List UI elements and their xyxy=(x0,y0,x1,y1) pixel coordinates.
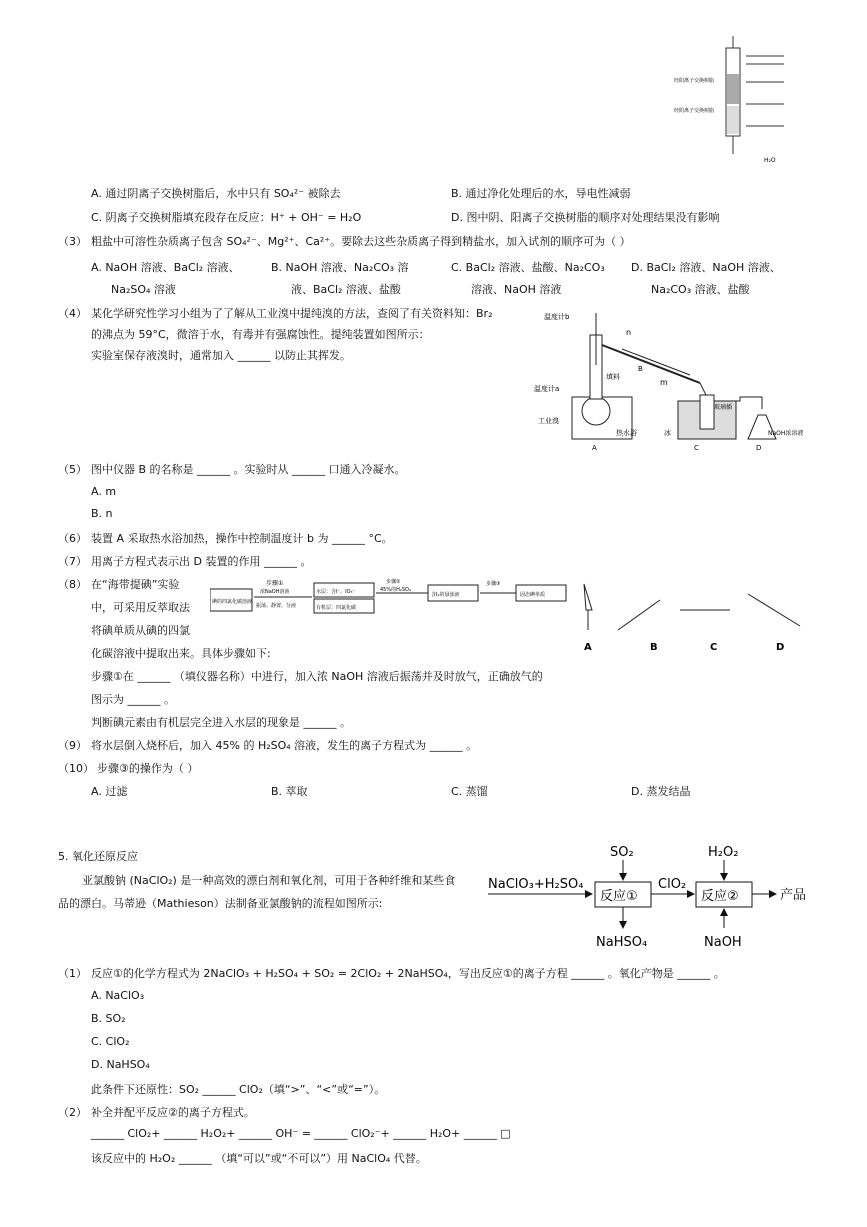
q3-option-d-line1: D. BaCl₂ 溶液、NaOH 溶液、 xyxy=(631,261,781,274)
q9-stem: 将水层倒入烧杯后，加入 45% 的 H₂SO₄ 溶液，发生的离子方程式为 ______ 。 xyxy=(91,739,478,752)
q3-option-b[interactable] xyxy=(271,257,409,301)
q10-number: （10） xyxy=(58,762,94,775)
q8-line1: 在“海带提碘”实验 xyxy=(91,578,180,591)
label-thermometer-a: 温度计a xyxy=(534,385,560,393)
flow-input-reagents: NaClO₃+H₂SO₄ xyxy=(488,877,584,892)
flow-so2: SO₂ xyxy=(610,845,634,860)
q8-line7: 判断碘元素由有机层完全进入水层的现象是 ______ 。 xyxy=(91,716,351,729)
q6-number: （6） xyxy=(58,532,87,545)
ion-exchange-figure xyxy=(672,34,792,170)
s2-tail: 该反应中的 H₂O₂ ______ （填“可以”或“不可以”）用 NaClO₄ 代替。 xyxy=(91,1152,427,1165)
s2-stem: 补全并配平反应②的离子方程式。 xyxy=(91,1106,255,1119)
section5-title: 5. 氧化还原反应 xyxy=(58,850,138,863)
flow-box-iodine-ccl4: 碘的四氯化碳溶液 xyxy=(212,599,253,605)
separatory-funnel-figures xyxy=(570,570,820,656)
flow-step1-reagent: 浓NaOH溶液 xyxy=(260,589,290,595)
s2-number: （2） xyxy=(58,1106,87,1119)
q2-option-a[interactable]: A. 通过阴离子交换树脂后，水中只有 SO₄²⁻ 被除去 xyxy=(91,187,341,200)
q8-line2: 中，可采用反萃取法 xyxy=(91,601,190,614)
funnel-label-b: B xyxy=(650,642,658,653)
q8-line3: 将碘单质从碘的四氯 xyxy=(91,624,190,637)
flow-box-organic-layer: 有机层：四氯化碳 xyxy=(316,605,357,611)
flow-reaction2: 反应② xyxy=(701,889,739,904)
q5-number: （5） xyxy=(58,463,87,476)
flow-clo2: ClO₂ xyxy=(658,877,687,892)
q8-number: （8） xyxy=(58,578,87,591)
flow-step1: 步骤① xyxy=(266,580,284,587)
flow-naoh: NaOH xyxy=(704,935,742,950)
q10-stem: 步骤③的操作为（ ） xyxy=(97,762,199,775)
q2-option-c[interactable]: C. 阴离子交换树脂填充段存在反应：H⁺ + OH⁻ = H₂O xyxy=(91,211,362,224)
q3-number: （3） xyxy=(58,235,87,248)
q10-option-c[interactable]: C. 蒸馏 xyxy=(451,785,488,798)
q3-option-a[interactable] xyxy=(91,257,240,301)
q4-number: （4） xyxy=(58,307,87,320)
s1-option-a[interactable]: A. NaClO₃ xyxy=(91,989,145,1002)
s1-tail: 此条件下还原性：SO₂ ______ ClO₂（填“>”、“<”或“=”）。 xyxy=(91,1083,386,1096)
s1-stem: 反应①的化学方程式为 2NaClO₃ + H₂SO₄ + SO₂ = 2ClO₂ + 2NaHSO₄，写出反应①的离子方程 ______ 。氧化产物是 ______ 。 xyxy=(91,967,725,980)
label-industrial-bromine: 工业溴 xyxy=(538,417,559,425)
flow-box-water-layer: 水层：含I⁻、IO₃⁻ xyxy=(316,589,356,595)
q8-line5: 步骤①在 ______ （填仪器名称）中进行，加入浓 NaOH 溶液后振荡并及时放气，正确放气的 xyxy=(91,670,543,683)
flow-step2-reagent: 45%的H₂SO₄ xyxy=(380,587,411,593)
label-n: n xyxy=(626,328,632,337)
q8-line4: 化碳溶液中提取出来。具体步骤如下: xyxy=(91,647,271,660)
q3-option-c-line1: C. BaCl₂ 溶液、盐酸、Na₂CO₃ xyxy=(451,261,605,274)
s1-option-b[interactable]: B. SO₂ xyxy=(91,1012,126,1025)
section5-para2: 品的漂白。马蒂逊（Mathieson）法制备亚氯酸钠的流程如图所示: xyxy=(58,897,383,910)
flow-step3: 步骤③ xyxy=(486,581,501,587)
q5-option-a[interactable]: A. m xyxy=(91,485,117,498)
q6-stem: 装置 A 采取热水浴加热，操作中控制温度计 b 为 ______ °C。 xyxy=(91,532,393,545)
flow-reaction1: 反应① xyxy=(600,889,638,904)
label-glass: 玻璃插 xyxy=(714,404,733,411)
q7-stem: 用离子方程式表示出 D 装置的作用 ______ 。 xyxy=(91,555,312,568)
label-ice: 冰 xyxy=(664,429,671,437)
funnel-label-d: D xyxy=(776,642,785,653)
q4-line2: 的沸点为 59°C，微溶于水，有毒并有强腐蚀性。提纯装置如图所示： xyxy=(91,328,430,341)
q2-option-d[interactable]: D. 图中阴、阳离子交换树脂的顺序对处理结果没有影响 xyxy=(451,211,720,224)
q4-line3: 实验室保存液溴时，通常加入 ______ 以防止其挥发。 xyxy=(91,349,351,362)
s1-number: （1） xyxy=(58,967,87,980)
flow-h2o2: H₂O₂ xyxy=(708,845,739,860)
q3-option-d[interactable] xyxy=(631,257,781,301)
label-B: B xyxy=(638,365,643,373)
figure-label-water: H₂O xyxy=(764,157,776,164)
q3-option-d-line2: Na₂CO₃ 溶液、盐酸 xyxy=(651,283,750,296)
label-packing: 填料 xyxy=(606,373,620,381)
q7-number: （7） xyxy=(58,555,87,568)
q3-option-a-line2: Na₂SO₄ 溶液 xyxy=(111,283,176,296)
funnel-label-c: C xyxy=(710,642,718,653)
label-m: m xyxy=(660,378,668,387)
q3-stem: 粗盐中可溶性杂质离子包含 SO₄²⁻、Mg²⁺、Ca²⁺。要除去这些杂质离子得到精盐水，加入试剂的顺序可为（ ） xyxy=(91,235,631,248)
q5-stem: 图中仪器 B 的名称是 ______ 。实验时从 ______ 口通入冷凝水。 xyxy=(91,463,406,476)
q3-option-a-line1: A. NaOH 溶液、BaCl₂ 溶液、 xyxy=(91,261,240,274)
q3-option-b-line1: B. NaOH 溶液、Na₂CO₃ 溶 xyxy=(271,261,409,274)
q8-line6: 图示为 ______ 。 xyxy=(91,693,175,706)
figure-label-anion: 经阴离子交换树脂 xyxy=(674,108,715,114)
q10-option-b[interactable]: B. 萃取 xyxy=(271,785,308,798)
q3-option-b-line2: 液、BaCl₂ 溶液、盐酸 xyxy=(291,283,401,296)
q3-option-c-line2: 溶液、NaOH 溶液 xyxy=(471,283,562,296)
label-thermometer-b: 温度计b xyxy=(544,313,570,321)
flow-step2: 步骤② xyxy=(386,579,401,585)
label-C: C xyxy=(694,444,699,452)
iodine-extraction-flowchart xyxy=(210,577,570,619)
q2-option-b[interactable]: B. 通过净化处理后的水，导电性减弱 xyxy=(451,187,631,200)
figure-label-cation: 经阳离子交换树脂 xyxy=(674,78,715,84)
q4-line1: 某化学研究性学习小组为了了解从工业溴中提纯溴的方法，查阅了有关资料知：Br₂ xyxy=(91,307,493,320)
s2-equation: ______ ClO₂+ ______ H₂O₂+ ______ OH⁻ = ______ ClO₂⁻+ ______ H₂O+ ______ □ xyxy=(91,1127,511,1140)
q3-option-c[interactable] xyxy=(451,257,605,301)
q9-number: （9） xyxy=(58,739,87,752)
flow-box-solid-iodine: 固态碘单质 xyxy=(520,592,546,598)
label-hot-water-bath: 热水浴 xyxy=(616,429,637,437)
s1-option-d[interactable]: D. NaHSO₄ xyxy=(91,1058,150,1071)
flow-nahso4: NaHSO₄ xyxy=(596,935,648,950)
flow-step1-ops: 振荡、静置、分液 xyxy=(256,603,297,609)
funnel-label-a: A xyxy=(584,642,592,653)
flow-box-iodine-suspension: 含I₂的悬浊液 xyxy=(431,592,460,598)
q10-option-d[interactable]: D. 蒸发结晶 xyxy=(631,785,691,798)
q5-option-b[interactable]: B. n xyxy=(91,507,113,520)
q10-option-a[interactable]: A. 过滤 xyxy=(91,785,128,798)
distillation-apparatus-figure xyxy=(530,305,820,455)
s1-option-c[interactable]: C. ClO₂ xyxy=(91,1035,130,1048)
naclo2-process-flowchart xyxy=(486,838,820,952)
flow-product: 产品 xyxy=(780,888,807,903)
label-naoh: NaOH浓溶液 xyxy=(768,430,804,437)
section5-para1: 亚氯酸钠 (NaClO₂) 是一种高效的漂白剂和氧化剂，可用于各种纤维和某些食 xyxy=(82,874,456,887)
label-A: A xyxy=(592,444,597,452)
label-D: D xyxy=(756,444,762,452)
